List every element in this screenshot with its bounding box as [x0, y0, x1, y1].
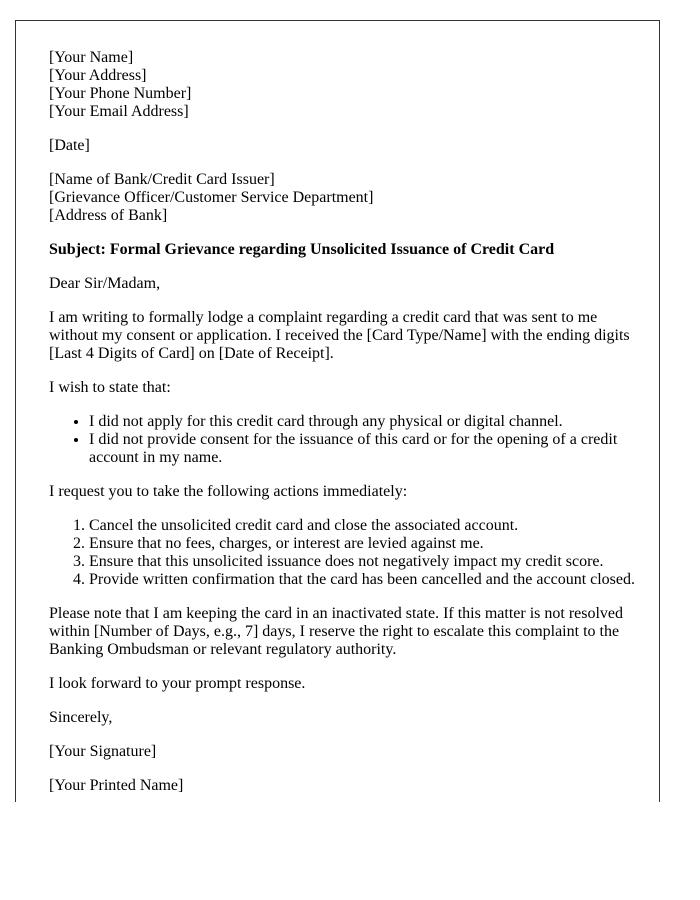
- sender-name: [Your Name]: [49, 49, 134, 66]
- request-item: 3. Ensure that this unsolicited issuance does not negatively impact my credit score.: [89, 553, 639, 571]
- sender-email: [Your Email Address]: [49, 103, 189, 120]
- salutation: Dear Sir/Madam,: [49, 275, 161, 292]
- request-item: 2. Ensure that no fees, charges, or interest are levied against me.: [89, 535, 639, 553]
- signature: [Your Signature]: [49, 743, 157, 760]
- requests-intro: I request you to take the following actions immediately:: [49, 483, 408, 500]
- recipient-bank-name: [Name of Bank/Credit Card Issuer]: [49, 171, 275, 188]
- sender-phone: [Your Phone Number]: [49, 85, 192, 102]
- letter-page: [15, 20, 660, 802]
- closing-line: I look forward to your prompt response.: [49, 675, 306, 692]
- statement-item: • I did not provide consent for the issuance of this card or for the opening of a credit account in my name.: [89, 431, 639, 467]
- recipient-address-block: [49, 171, 639, 225]
- intro-paragraph: I am writing to formally lodge a complaint regarding a credit card that was sent to me without my consent or application. I received the [Card Type/Name] with the ending digits [Last 4 Digits of Card] on [Date of Receipt].: [49, 309, 630, 362]
- request-item: 4. Provide written confirmation that the card has been cancelled and the account closed.: [89, 571, 639, 589]
- escalation-note: Please note that I am keeping the card in an inactivated state. If this matter is not resolved within [Number of Days, e.g., 7] days, I reserve the right to escalate this complaint to the Banking Ombudsman or relevant regulatory authority.: [49, 605, 624, 658]
- printed-name: [Your Printed Name]: [49, 777, 184, 794]
- recipient-department: [Grievance Officer/Customer Service Department]: [49, 189, 374, 206]
- letter-content: [49, 49, 639, 802]
- statements-list: [49, 413, 639, 467]
- statement-item: • I did not apply for this credit card through any physical or digital channel.: [89, 413, 639, 431]
- letter-subject: Subject: Formal Grievance regarding Unsolicited Issuance of Credit Card: [49, 241, 555, 258]
- request-item: 1. Cancel the unsolicited credit card and close the associated account.: [89, 517, 639, 535]
- letter-date: [Date]: [49, 137, 90, 154]
- requests-list: [49, 517, 639, 589]
- sender-address-block: [49, 49, 639, 121]
- recipient-bank-address: [Address of Bank]: [49, 207, 168, 224]
- sender-address: [Your Address]: [49, 67, 147, 84]
- closing: Sincerely,: [49, 709, 113, 726]
- statements-intro: I wish to state that:: [49, 379, 171, 396]
